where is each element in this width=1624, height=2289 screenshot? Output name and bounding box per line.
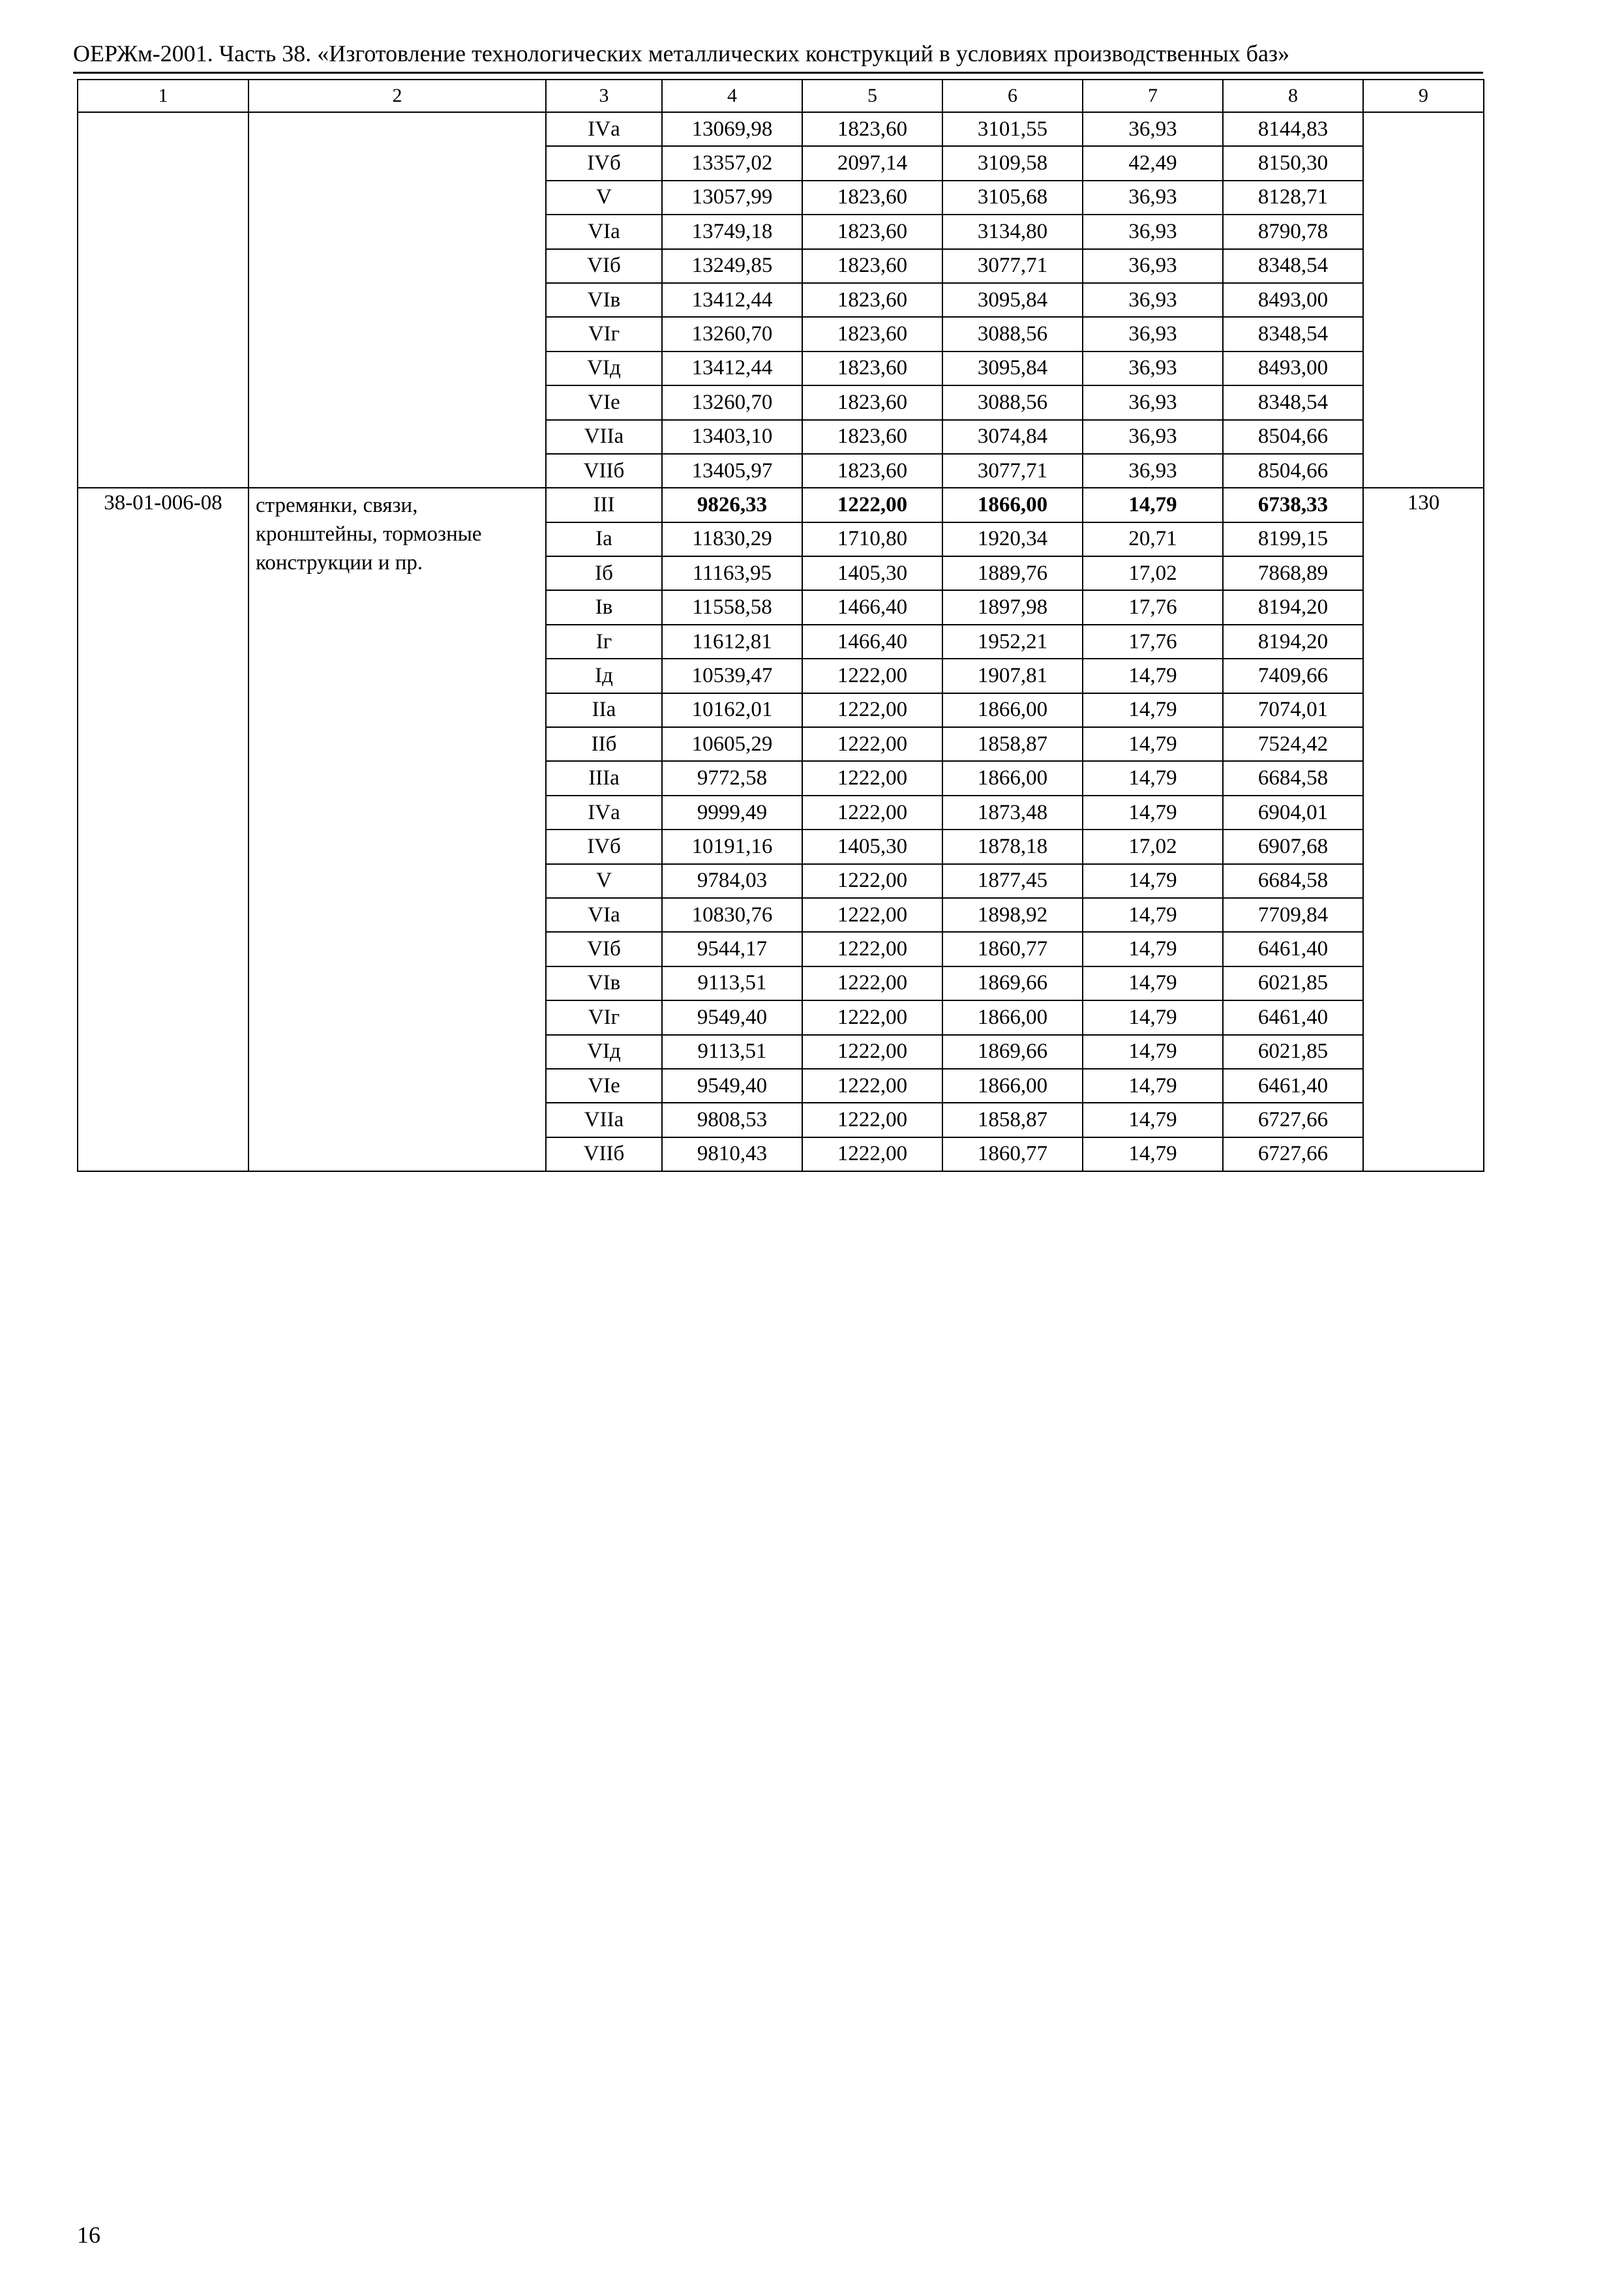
- value-cell: 1866,00: [942, 488, 1083, 522]
- zone-cell: IVа: [546, 796, 662, 830]
- zone-cell: IIа: [546, 693, 662, 727]
- value-cell: 3095,84: [942, 283, 1083, 317]
- value-cell: 1878,18: [942, 830, 1083, 863]
- value-cell: 1907,81: [942, 659, 1083, 693]
- value-cell: 13405,97: [662, 454, 802, 488]
- value-cell: 1222,00: [802, 864, 942, 898]
- value-cell: 3105,68: [942, 181, 1083, 215]
- value-cell: 36,93: [1083, 283, 1223, 317]
- value-cell: 8194,20: [1223, 625, 1363, 659]
- value-cell: 10830,76: [662, 898, 802, 932]
- value-cell: 14,79: [1083, 1103, 1223, 1137]
- zone-cell: VIг: [546, 1000, 662, 1034]
- column-number: 4: [662, 80, 802, 112]
- value-cell: 9810,43: [662, 1137, 802, 1171]
- value-cell: 2097,14: [802, 146, 942, 180]
- value-cell: 1222,00: [802, 693, 942, 727]
- zone-cell: III: [546, 488, 662, 522]
- value-cell: 6727,66: [1223, 1103, 1363, 1137]
- zone-cell: VIа: [546, 898, 662, 932]
- value-cell: 14,79: [1083, 1000, 1223, 1034]
- value-cell: 6904,01: [1223, 796, 1363, 830]
- value-cell: 13412,44: [662, 352, 802, 385]
- table-row: [78, 112, 1484, 146]
- value-cell: 13057,99: [662, 181, 802, 215]
- value-cell: 1222,00: [802, 727, 942, 761]
- value-cell: 14,79: [1083, 898, 1223, 932]
- zone-cell: IVб: [546, 830, 662, 863]
- value-cell: 9549,40: [662, 1000, 802, 1034]
- value-cell: 9113,51: [662, 966, 802, 1000]
- value-cell: 8493,00: [1223, 283, 1363, 317]
- value-cell: 36,93: [1083, 112, 1223, 146]
- value-cell: 14,79: [1083, 1137, 1223, 1171]
- value-cell: 9544,17: [662, 932, 802, 966]
- value-cell: 1877,45: [942, 864, 1083, 898]
- value-cell: 6461,40: [1223, 1069, 1363, 1103]
- zone-cell: Iв: [546, 590, 662, 624]
- zone-cell: IVб: [546, 146, 662, 180]
- value-cell: 3088,56: [942, 317, 1083, 351]
- value-cell: 1823,60: [802, 112, 942, 146]
- item-description-cell: стремянки, связи, кронштейны, тормозные конструкции и пр.: [248, 488, 546, 1171]
- value-cell: 3101,55: [942, 112, 1083, 146]
- value-cell: 9999,49: [662, 796, 802, 830]
- value-cell: 13749,18: [662, 215, 802, 248]
- value-cell: 17,76: [1083, 625, 1223, 659]
- value-cell: 8150,30: [1223, 146, 1363, 180]
- page-number: 16: [77, 2222, 100, 2248]
- value-cell: 17,02: [1083, 556, 1223, 590]
- value-cell: 1920,34: [942, 522, 1083, 556]
- value-cell: 8144,83: [1223, 112, 1363, 146]
- column-number: 6: [942, 80, 1083, 112]
- value-cell: 7524,42: [1223, 727, 1363, 761]
- value-cell: 3134,80: [942, 215, 1083, 248]
- value-cell: 3088,56: [942, 385, 1083, 419]
- value-cell: 14,79: [1083, 488, 1223, 522]
- value-cell: 14,79: [1083, 727, 1223, 761]
- value-cell: 42,49: [1083, 146, 1223, 180]
- value-cell: 9784,03: [662, 864, 802, 898]
- zone-cell: VIе: [546, 385, 662, 419]
- value-cell: 1823,60: [802, 420, 942, 454]
- value-cell: 13249,85: [662, 249, 802, 283]
- value-cell: 10539,47: [662, 659, 802, 693]
- value-cell: 1873,48: [942, 796, 1083, 830]
- value-cell: 9113,51: [662, 1035, 802, 1069]
- column-number: 5: [802, 80, 942, 112]
- value-cell: 7074,01: [1223, 693, 1363, 727]
- zone-cell: VIд: [546, 352, 662, 385]
- value-cell: 1823,60: [802, 215, 942, 248]
- value-cell: 36,93: [1083, 215, 1223, 248]
- value-cell: 1823,60: [802, 352, 942, 385]
- value-cell: 6021,85: [1223, 1035, 1363, 1069]
- value-cell: 1823,60: [802, 249, 942, 283]
- value-cell: 1858,87: [942, 727, 1083, 761]
- value-cell: 1222,00: [802, 966, 942, 1000]
- value-cell: 13357,02: [662, 146, 802, 180]
- value-cell: 13403,10: [662, 420, 802, 454]
- value-cell: 1866,00: [942, 693, 1083, 727]
- value-cell: 10191,16: [662, 830, 802, 863]
- value-cell: 8348,54: [1223, 317, 1363, 351]
- value-cell: 1222,00: [802, 1069, 942, 1103]
- value-cell: 1869,66: [942, 966, 1083, 1000]
- value-cell: 1710,80: [802, 522, 942, 556]
- value-cell: 8348,54: [1223, 385, 1363, 419]
- value-cell: 1466,40: [802, 625, 942, 659]
- value-cell: 1897,98: [942, 590, 1083, 624]
- header-rule: [73, 72, 1483, 74]
- value-cell: 9549,40: [662, 1069, 802, 1103]
- value-cell: 8194,20: [1223, 590, 1363, 624]
- value-cell: 9772,58: [662, 761, 802, 795]
- value-cell: 36,93: [1083, 181, 1223, 215]
- value-cell: 3077,71: [942, 454, 1083, 488]
- value-cell: 13412,44: [662, 283, 802, 317]
- value-cell: 1952,21: [942, 625, 1083, 659]
- zone-cell: IIб: [546, 727, 662, 761]
- value-cell: 8504,66: [1223, 420, 1363, 454]
- zone-cell: VIд: [546, 1035, 662, 1069]
- value-cell: 7709,84: [1223, 898, 1363, 932]
- value-cell: 14,79: [1083, 796, 1223, 830]
- value-cell: 8128,71: [1223, 181, 1363, 215]
- zone-cell: V: [546, 181, 662, 215]
- value-cell: 1222,00: [802, 659, 942, 693]
- column-number: 1: [78, 80, 248, 112]
- value-cell: 1222,00: [802, 488, 942, 522]
- rates-table: [77, 79, 1484, 1172]
- zone-cell: VIIа: [546, 420, 662, 454]
- item-code-cell: 38-01-006-08: [78, 488, 248, 1171]
- column-number: 8: [1223, 80, 1363, 112]
- item-code-cell: [78, 112, 248, 488]
- value-cell: 1860,77: [942, 1137, 1083, 1171]
- value-cell: 36,93: [1083, 454, 1223, 488]
- value-cell: 11163,95: [662, 556, 802, 590]
- value-cell: 6684,58: [1223, 761, 1363, 795]
- value-cell: 14,79: [1083, 932, 1223, 966]
- value-cell: 6738,33: [1223, 488, 1363, 522]
- zone-cell: VIб: [546, 249, 662, 283]
- value-cell: 1823,60: [802, 454, 942, 488]
- zone-cell: VIа: [546, 215, 662, 248]
- zone-cell: Iд: [546, 659, 662, 693]
- value-cell: 8493,00: [1223, 352, 1363, 385]
- value-cell: 10162,01: [662, 693, 802, 727]
- value-cell: 9826,33: [662, 488, 802, 522]
- value-cell: 6907,68: [1223, 830, 1363, 863]
- value-cell: 3074,84: [942, 420, 1083, 454]
- value-cell: 1823,60: [802, 181, 942, 215]
- column-number-row: [78, 80, 1484, 112]
- value-cell: 36,93: [1083, 352, 1223, 385]
- table-row: [78, 488, 1484, 522]
- zone-cell: VIIа: [546, 1103, 662, 1137]
- zone-cell: VIг: [546, 317, 662, 351]
- zone-cell: VIв: [546, 283, 662, 317]
- value-cell: 1866,00: [942, 1069, 1083, 1103]
- value-cell: 13260,70: [662, 385, 802, 419]
- value-cell: 1866,00: [942, 1000, 1083, 1034]
- value-cell: 36,93: [1083, 420, 1223, 454]
- value-cell: 3077,71: [942, 249, 1083, 283]
- value-cell: 8199,15: [1223, 522, 1363, 556]
- value-cell: 11612,81: [662, 625, 802, 659]
- value-cell: 6021,85: [1223, 966, 1363, 1000]
- value-cell: 13069,98: [662, 112, 802, 146]
- value-cell: 13260,70: [662, 317, 802, 351]
- value-cell: 1466,40: [802, 590, 942, 624]
- column-number: 7: [1083, 80, 1223, 112]
- column-number: 3: [546, 80, 662, 112]
- zone-cell: Iа: [546, 522, 662, 556]
- zone-cell: V: [546, 864, 662, 898]
- value-cell: 1222,00: [802, 761, 942, 795]
- value-cell: 17,76: [1083, 590, 1223, 624]
- document-header: ОЕРЖм-2001. Часть 38. «Изготовление технологических металлических конструкций в условиях производственных баз»: [73, 40, 1290, 67]
- value-cell: 17,02: [1083, 830, 1223, 863]
- value-cell: 11558,58: [662, 590, 802, 624]
- value-cell: 6684,58: [1223, 864, 1363, 898]
- value-cell: 36,93: [1083, 249, 1223, 283]
- value-cell: 6727,66: [1223, 1137, 1363, 1171]
- column-9-cell: 130: [1363, 488, 1484, 1171]
- value-cell: 1858,87: [942, 1103, 1083, 1137]
- zone-cell: VIб: [546, 932, 662, 966]
- value-cell: 9808,53: [662, 1103, 802, 1137]
- value-cell: 14,79: [1083, 693, 1223, 727]
- value-cell: 3095,84: [942, 352, 1083, 385]
- zone-cell: IVа: [546, 112, 662, 146]
- value-cell: 14,79: [1083, 761, 1223, 795]
- zone-cell: VIе: [546, 1069, 662, 1103]
- value-cell: 1222,00: [802, 1035, 942, 1069]
- value-cell: 1898,92: [942, 898, 1083, 932]
- value-cell: 10605,29: [662, 727, 802, 761]
- value-cell: 14,79: [1083, 1069, 1223, 1103]
- item-description-cell: [248, 112, 546, 488]
- value-cell: 36,93: [1083, 385, 1223, 419]
- value-cell: 6461,40: [1223, 932, 1363, 966]
- zone-cell: VIIб: [546, 1137, 662, 1171]
- zone-cell: VIIб: [546, 454, 662, 488]
- value-cell: 8504,66: [1223, 454, 1363, 488]
- value-cell: 1222,00: [802, 1103, 942, 1137]
- value-cell: 1222,00: [802, 1137, 942, 1171]
- value-cell: 14,79: [1083, 659, 1223, 693]
- value-cell: 1405,30: [802, 830, 942, 863]
- value-cell: 14,79: [1083, 1035, 1223, 1069]
- value-cell: 7868,89: [1223, 556, 1363, 590]
- zone-cell: VIв: [546, 966, 662, 1000]
- value-cell: 7409,66: [1223, 659, 1363, 693]
- value-cell: 1889,76: [942, 556, 1083, 590]
- value-cell: 1222,00: [802, 796, 942, 830]
- value-cell: 1823,60: [802, 283, 942, 317]
- value-cell: 1823,60: [802, 385, 942, 419]
- value-cell: 1869,66: [942, 1035, 1083, 1069]
- value-cell: 14,79: [1083, 864, 1223, 898]
- value-cell: 1222,00: [802, 932, 942, 966]
- value-cell: 1222,00: [802, 898, 942, 932]
- value-cell: 1866,00: [942, 761, 1083, 795]
- value-cell: 36,93: [1083, 317, 1223, 351]
- value-cell: 1823,60: [802, 317, 942, 351]
- column-number: 2: [248, 80, 546, 112]
- value-cell: 8348,54: [1223, 249, 1363, 283]
- value-cell: 1860,77: [942, 932, 1083, 966]
- value-cell: 11830,29: [662, 522, 802, 556]
- value-cell: 14,79: [1083, 966, 1223, 1000]
- zone-cell: Iг: [546, 625, 662, 659]
- value-cell: 3109,58: [942, 146, 1083, 180]
- value-cell: 20,71: [1083, 522, 1223, 556]
- value-cell: 8790,78: [1223, 215, 1363, 248]
- zone-cell: IIIа: [546, 761, 662, 795]
- value-cell: 1222,00: [802, 1000, 942, 1034]
- column-number: 9: [1363, 80, 1484, 112]
- column-9-cell: [1363, 112, 1484, 488]
- zone-cell: Iб: [546, 556, 662, 590]
- value-cell: 6461,40: [1223, 1000, 1363, 1034]
- value-cell: 1405,30: [802, 556, 942, 590]
